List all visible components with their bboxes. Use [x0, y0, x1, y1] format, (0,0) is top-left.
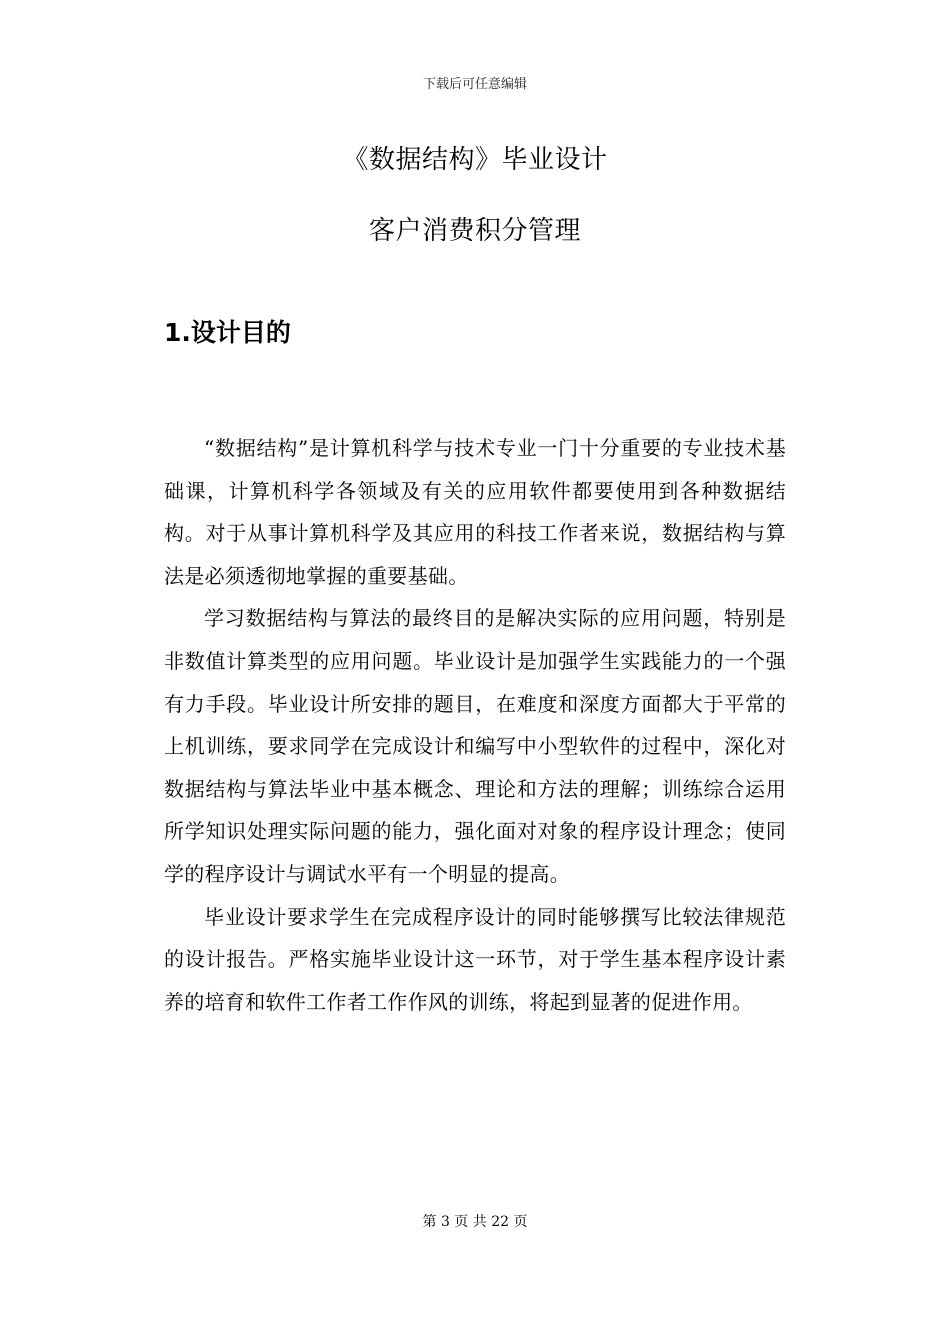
- document-title: 《数据结构》毕业设计: [342, 145, 608, 175]
- page-number: 第 3 页 共 22 页: [422, 1214, 528, 1230]
- body-text: [164, 427, 786, 1023]
- header-note: 下载后可任意编辑: [422, 77, 527, 92]
- section-heading: 1.设计目的: [164, 318, 291, 347]
- paragraph: 毕业设计要求学生在完成程序设计的同时能够撰写比较法律规范的设计报告。严格实施毕业设计这一环节，对于学生基本程序设计素养的培育和软件工作者工作作风的训练，将起到显著的促进作用。: [164, 904, 786, 1014]
- paragraph: 学习数据结构与算法的最终目的是解决实际的应用问题，特别是非数值计算类型的应用问题。毕业设计是加强学生实践能力的一个强有力手段。毕业设计所安排的题目，在难度和深度方面都大于平常的上机训练，要求同学在完成设计和编写中小型软件的过程中，深化对数据结构与算法毕业中基本概念、理论和方法的理解；训练综合运用所学知识处理实际问题的能力，强化面对对象的程序设计理念；使同学的程序设计与调试水平有一个明显的提高。: [164, 606, 786, 886]
- paragraph: “数据结构”是计算机科学与技术专业一门十分重要的专业技术基础课，计算机科学各领域及有关的应用软件都要使用到各种数据结构。对于从事计算机科学及其应用的科技工作者来说，数据结构与算法是必须透彻地掌握的重要基础。: [164, 436, 786, 588]
- document-subtitle: 客户消费积分管理: [368, 216, 581, 246]
